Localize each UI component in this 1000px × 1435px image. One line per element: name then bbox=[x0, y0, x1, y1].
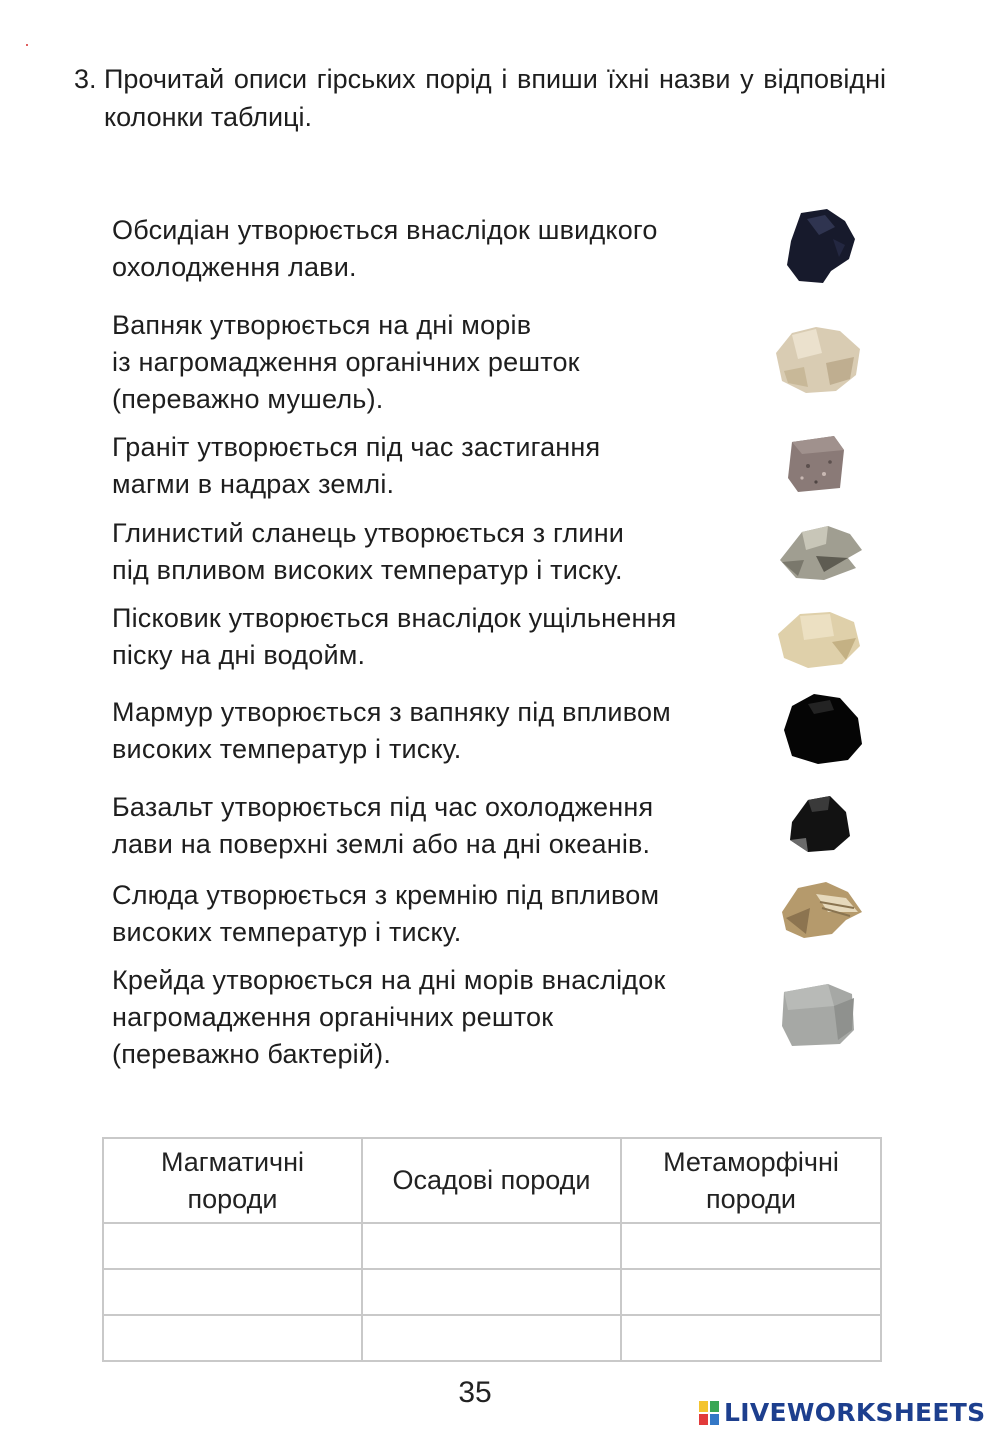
obsidian-rock-icon bbox=[783, 205, 859, 285]
answer-cell-metamorphic[interactable] bbox=[621, 1223, 881, 1269]
answer-cell-igneous[interactable] bbox=[103, 1269, 362, 1315]
description-shale bbox=[112, 515, 752, 589]
column-header-igneous bbox=[103, 1138, 362, 1223]
description-marble bbox=[112, 694, 752, 768]
answer-cell-sedimentary[interactable] bbox=[362, 1315, 621, 1361]
description-line: Вапняк утворюється на дні морів bbox=[112, 310, 532, 340]
description-granite bbox=[112, 429, 752, 503]
granite-rock-icon bbox=[784, 432, 848, 496]
page-number: 35 bbox=[458, 1376, 492, 1409]
basalt-rock-icon bbox=[784, 792, 854, 856]
description-line: високих температур і тиску. bbox=[112, 734, 462, 764]
description-line: Пісковик утворюється внаслідок ущільнення bbox=[112, 603, 677, 633]
marble-rock-icon bbox=[778, 690, 866, 766]
description-line: лави на поверхні землі або на дні океанів. bbox=[112, 829, 651, 859]
description-mica bbox=[112, 877, 752, 951]
table-row bbox=[103, 1223, 881, 1269]
task-number: 3. bbox=[74, 64, 97, 94]
description-chalk bbox=[112, 962, 752, 1073]
description-line: (переважно мушель). bbox=[112, 384, 384, 414]
answer-cell-metamorphic[interactable] bbox=[621, 1269, 881, 1315]
column-header-sedimentary bbox=[362, 1138, 621, 1223]
header-line: породи bbox=[706, 1183, 796, 1214]
task-instruction bbox=[74, 60, 886, 136]
column-header-metamorphic bbox=[621, 1138, 881, 1223]
description-line: (переважно бактерій). bbox=[112, 1039, 392, 1069]
description-line: Мармур утворюється з вапняку під впливом bbox=[112, 697, 671, 727]
header-line: Метаморфічні bbox=[663, 1146, 839, 1177]
limestone-rock-icon bbox=[770, 323, 864, 397]
header-line: Осадові породи bbox=[392, 1165, 591, 1195]
table-header-row bbox=[103, 1138, 881, 1223]
header-line: Магматичні bbox=[160, 1146, 305, 1177]
description-line: Обсидіан утворюється внаслідок швидкого bbox=[112, 215, 658, 245]
description-line: нагромадження органічних решток bbox=[112, 1002, 554, 1032]
description-line: Крейда утворюється на дні морів внаслідок bbox=[112, 965, 666, 995]
description-line: охолодження лави. bbox=[112, 252, 357, 282]
shale-rock-icon bbox=[776, 520, 866, 584]
answer-cell-igneous[interactable] bbox=[103, 1223, 362, 1269]
sandstone-rock-icon bbox=[772, 606, 864, 672]
description-line: магми в надрах землі. bbox=[112, 469, 395, 499]
chalk-rock-icon bbox=[778, 980, 858, 1050]
answer-cell-sedimentary[interactable] bbox=[362, 1269, 621, 1315]
task-text: Прочитай описи гірських порід і впиши їхні назви у відповідні колонки таблиці. bbox=[104, 64, 886, 132]
table-row bbox=[103, 1269, 881, 1315]
answer-cell-sedimentary[interactable] bbox=[362, 1223, 621, 1269]
liveworksheets-logo-icon bbox=[698, 1400, 720, 1426]
description-obsidian bbox=[112, 212, 752, 286]
description-line: Базальт утворюється під час охолодження bbox=[112, 792, 654, 822]
description-line: Слюда утворюється з кремнію під впливом bbox=[112, 880, 660, 910]
table-row bbox=[103, 1315, 881, 1361]
description-limestone bbox=[112, 307, 752, 418]
description-line: Глинистий сланець утворюється з глини bbox=[112, 518, 625, 548]
description-sandstone bbox=[112, 600, 752, 674]
answer-cell-metamorphic[interactable] bbox=[621, 1315, 881, 1361]
rock-classification-table bbox=[102, 1137, 882, 1362]
description-line: Граніт утворюється під час застигання bbox=[112, 432, 601, 462]
description-line: під впливом високих температур і тиску. bbox=[112, 555, 623, 585]
answer-cell-igneous[interactable] bbox=[103, 1315, 362, 1361]
description-line: високих температур і тиску. bbox=[112, 917, 462, 947]
header-line: породи bbox=[187, 1183, 278, 1214]
print-speck bbox=[26, 44, 28, 46]
liveworksheets-brand[interactable] bbox=[698, 1398, 985, 1427]
brand-name: LIVEWORKSHEETS bbox=[724, 1398, 986, 1427]
mica-rock-icon bbox=[776, 878, 864, 942]
description-basalt bbox=[112, 789, 752, 863]
description-line: із нагромадження органічних решток bbox=[112, 347, 580, 377]
description-line: піску на дні водойм. bbox=[112, 640, 366, 670]
